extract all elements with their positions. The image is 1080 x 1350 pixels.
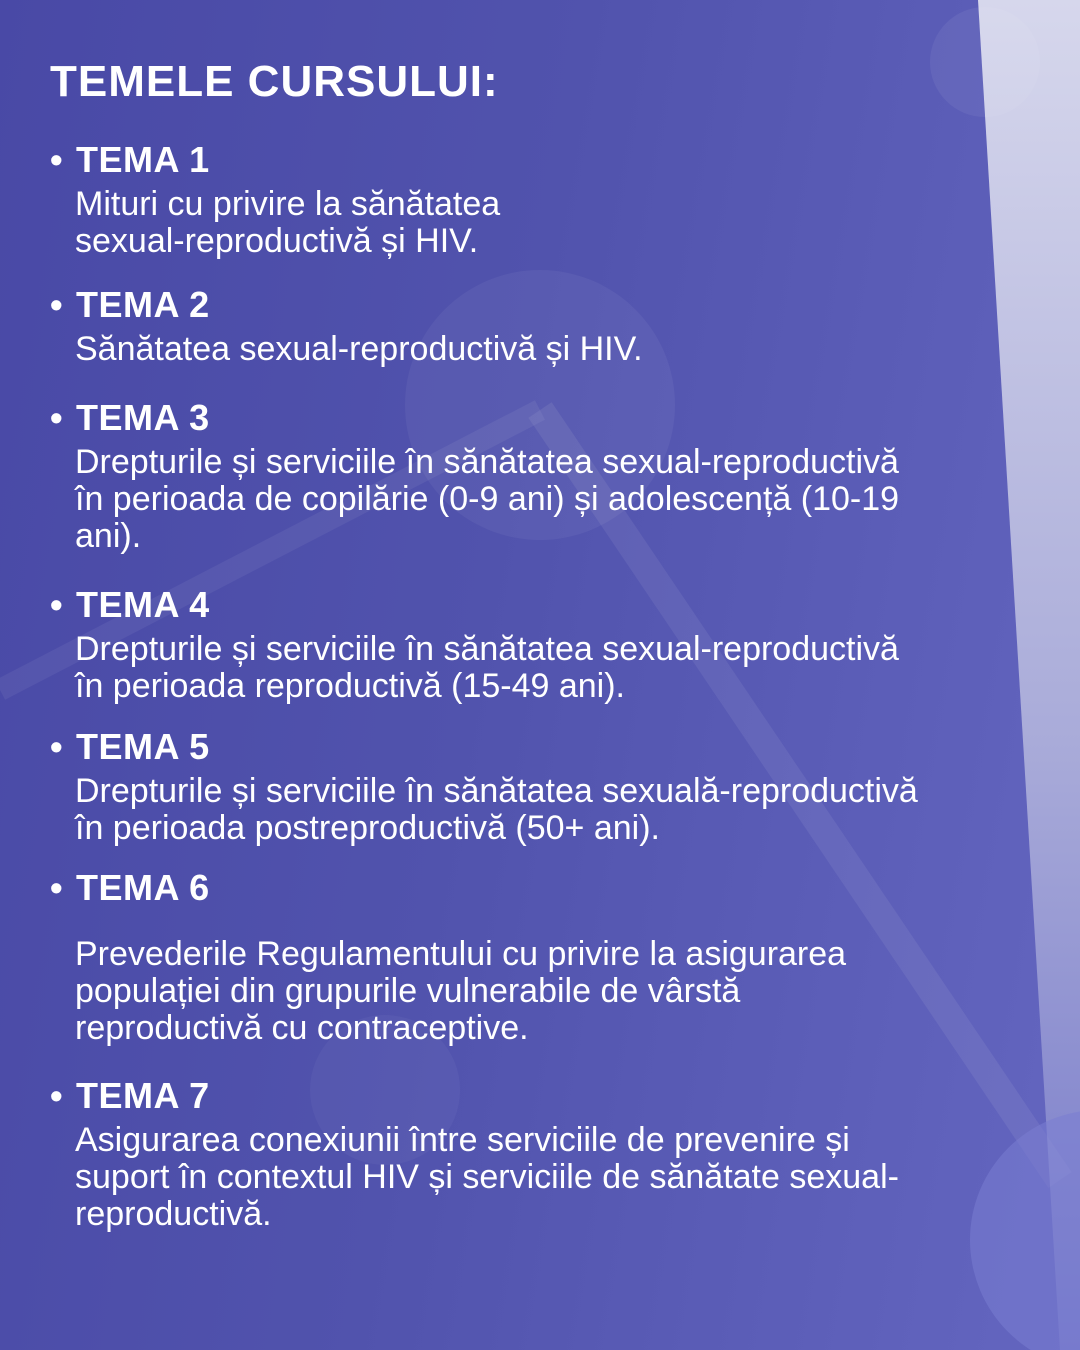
topic-1-description: Mituri cu privire la sănătatea sexual-reproductivă și HIV. bbox=[75, 185, 501, 260]
topic-5-title: TEMA 5 bbox=[76, 726, 210, 767]
bullet-icon: • bbox=[50, 1075, 64, 1116]
bullet-icon: • bbox=[50, 584, 64, 625]
molecule-node-top-right bbox=[930, 7, 1040, 117]
topic-1-header bbox=[50, 140, 1040, 180]
topic-3 bbox=[50, 398, 1040, 555]
topic-1 bbox=[50, 140, 1040, 260]
topic-3-title: TEMA 3 bbox=[76, 397, 210, 438]
topic-3-description: Drepturile și serviciile în sănătatea sexual-reproductivă în perioada de copilărie (0-9 ani) și adolescență (10-19 ani). bbox=[75, 443, 900, 555]
topic-3-header bbox=[50, 398, 1040, 438]
topic-6 bbox=[50, 868, 1040, 1047]
topic-7-title: TEMA 7 bbox=[76, 1075, 210, 1116]
topic-5-header bbox=[50, 727, 1040, 767]
topic-7-header bbox=[50, 1076, 1040, 1116]
topic-2-title: TEMA 2 bbox=[76, 284, 210, 325]
topic-6-header bbox=[50, 868, 1040, 908]
topic-4 bbox=[50, 585, 1040, 705]
topic-2-header bbox=[50, 285, 1040, 325]
topic-6-description: Prevederile Regulamentului cu privire la asigurarea populației din grupurile vulnerabile de vârstă reproductivă cu contraceptive. bbox=[75, 935, 847, 1047]
bullet-icon: • bbox=[50, 139, 64, 180]
topic-2 bbox=[50, 285, 1040, 368]
topic-6-title: TEMA 6 bbox=[76, 867, 210, 908]
topic-5-description: Drepturile și serviciile în sănătatea sexuală-reproductivă în perioada postreproductivă (50+ ani). bbox=[75, 772, 918, 847]
bullet-icon: • bbox=[50, 284, 64, 325]
topic-4-title: TEMA 4 bbox=[76, 584, 210, 625]
topic-4-header bbox=[50, 585, 1040, 625]
bullet-icon: • bbox=[50, 726, 64, 767]
bullet-icon: • bbox=[50, 867, 64, 908]
page-title: TEMELE CURSULUI: bbox=[50, 57, 499, 106]
topic-5 bbox=[50, 727, 1040, 847]
topic-7-description: Asigurarea conexiunii între serviciile de prevenire și suport în contextul HIV și serviciile de sănătate sexual- reproductivă. bbox=[75, 1121, 899, 1233]
topic-1-title: TEMA 1 bbox=[76, 139, 210, 180]
bullet-icon: • bbox=[50, 397, 64, 438]
topic-2-description: Sănătatea sexual-reproductivă și HIV. bbox=[75, 330, 643, 368]
topic-7 bbox=[50, 1076, 1040, 1233]
topic-4-description: Drepturile și serviciile în sănătatea sexual-reproductivă în perioada reproductivă (15-49 ani). bbox=[75, 630, 899, 705]
